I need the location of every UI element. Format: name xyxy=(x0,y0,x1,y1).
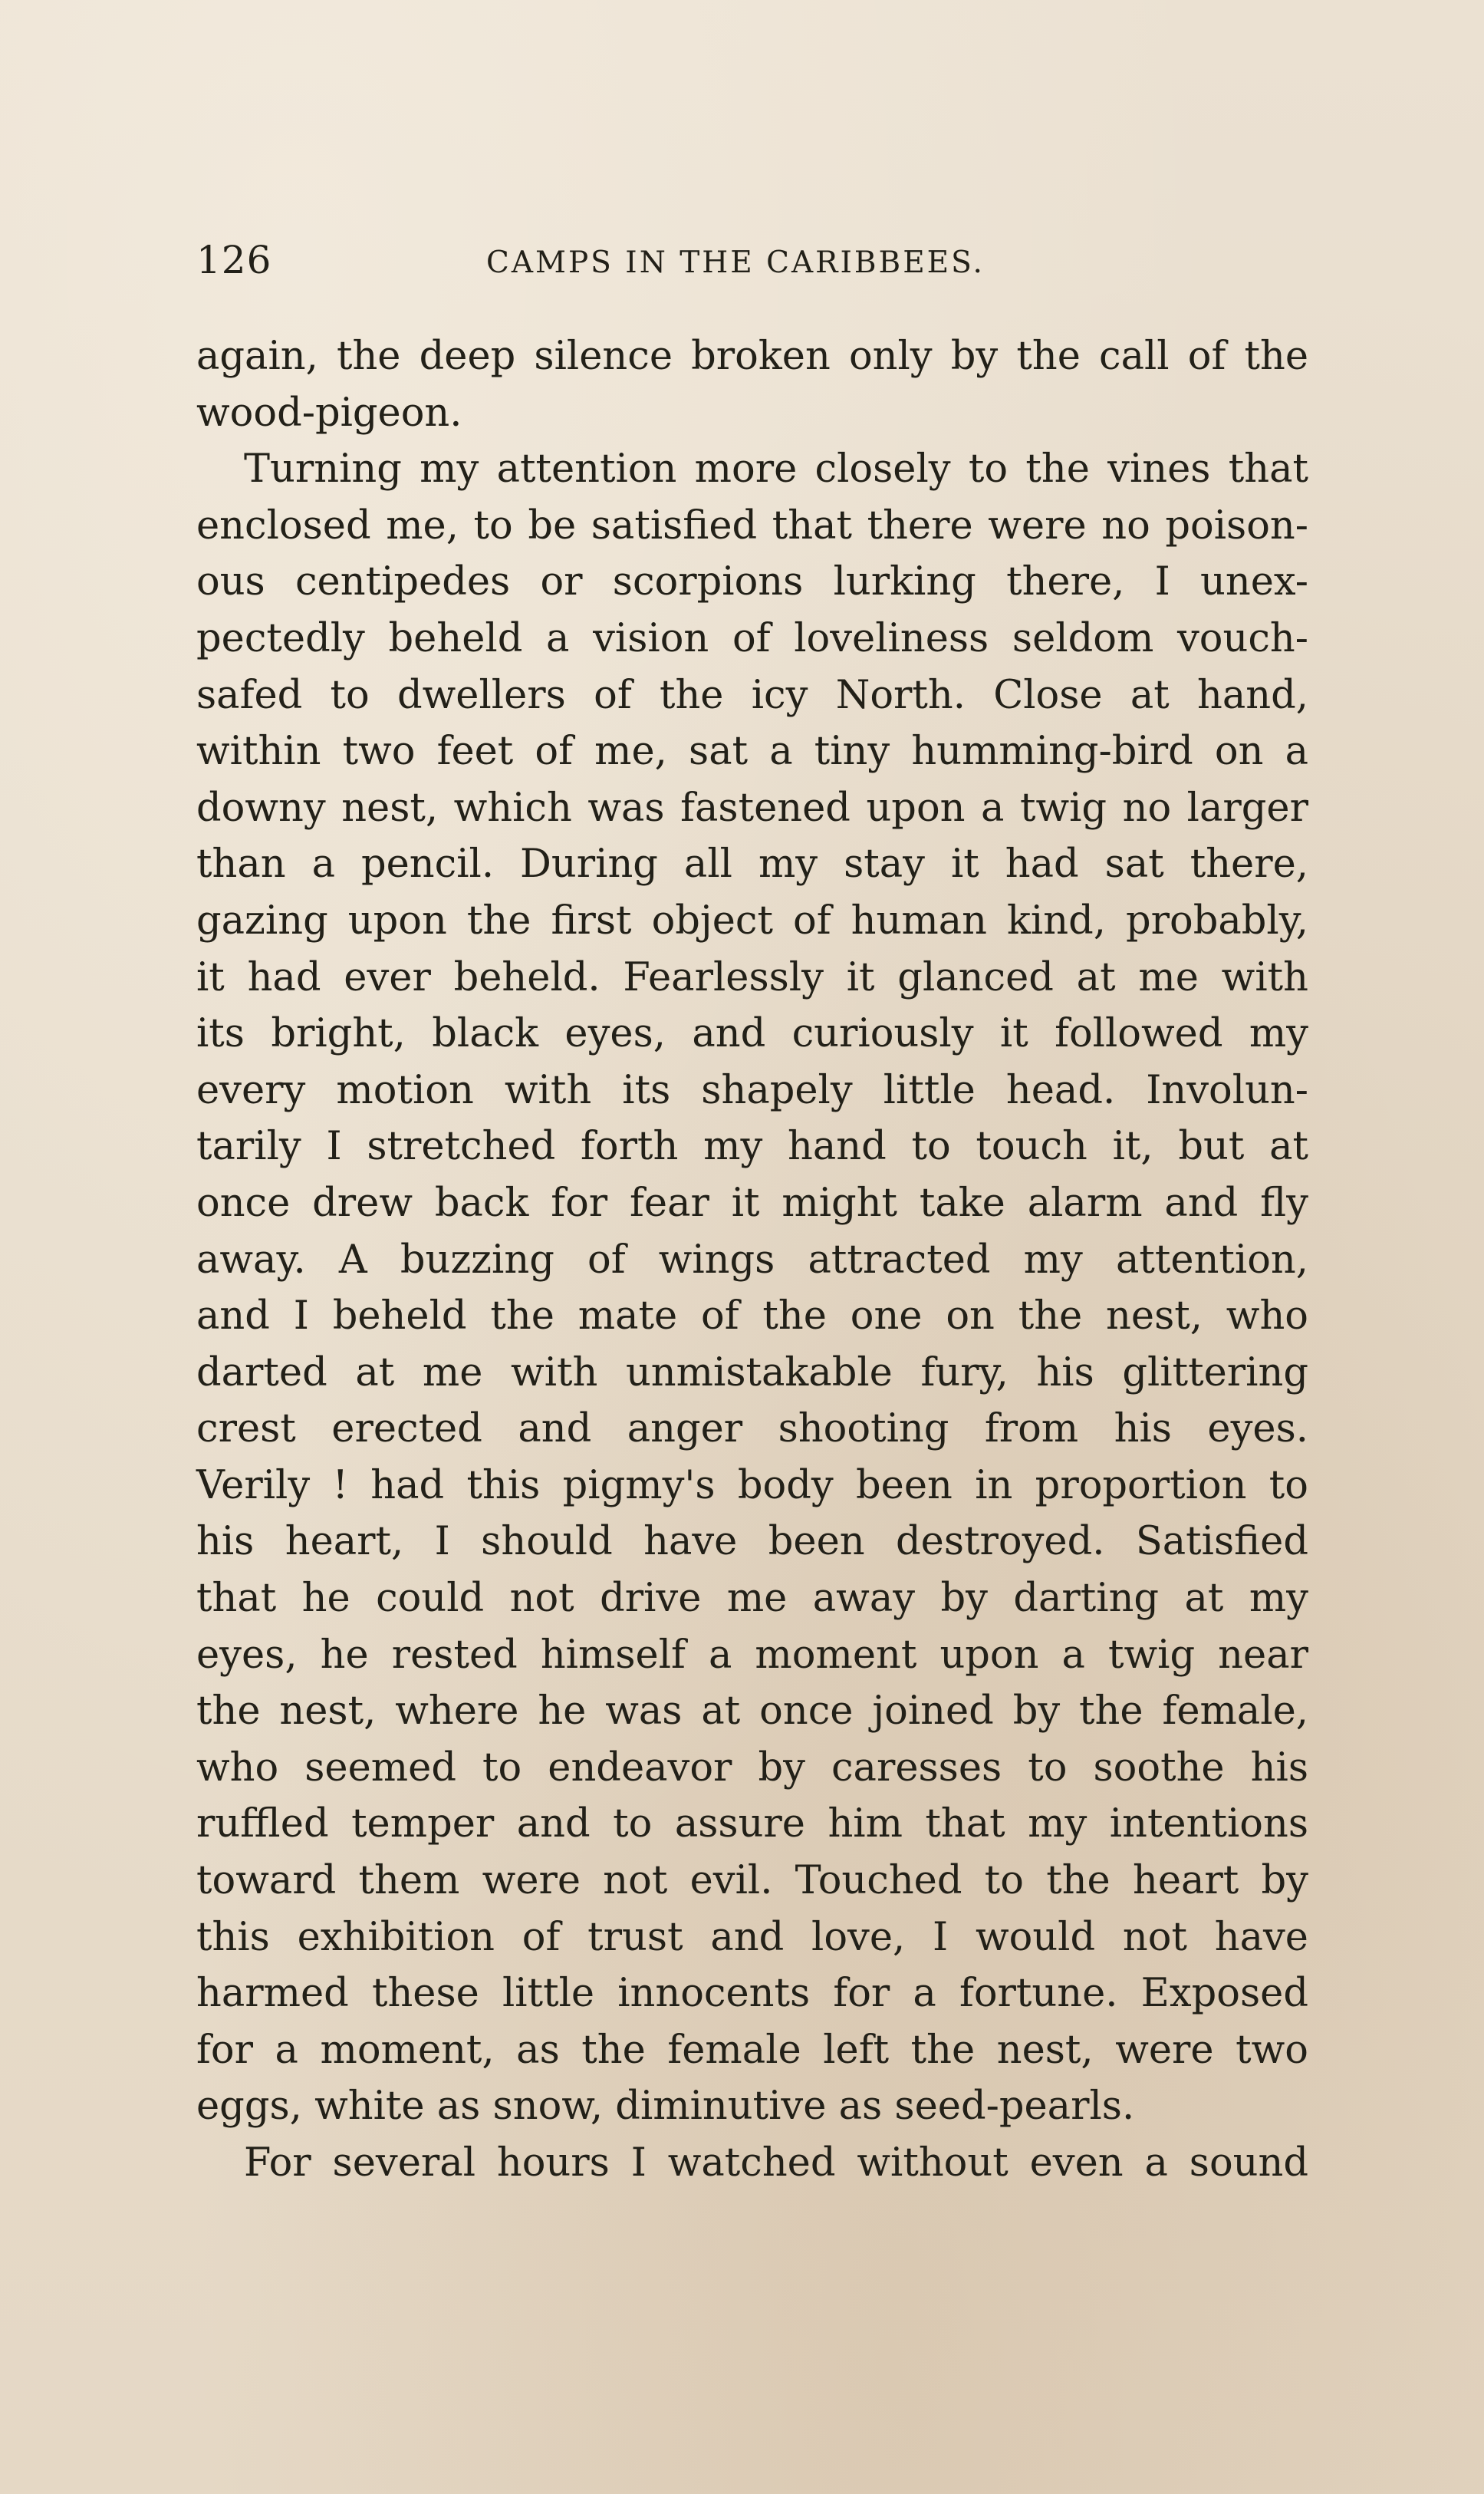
text-line: darted at me with unmistakable fury, his glittering xyxy=(196,1349,1308,1395)
text-line: ous centipedes or scorpions lurking there, I unex- xyxy=(196,559,1308,605)
text-line: than a pencil. During all my stay it had sat there, xyxy=(196,842,1308,888)
text-line: Verily ! had this pigmy's body been in proportion to xyxy=(196,1462,1308,1508)
text-line: within two feet of me, sat a tiny humming-bird on a xyxy=(196,729,1308,775)
page-number: 126 xyxy=(196,238,272,282)
text-line: again, the deep silence broken only by the call of the xyxy=(196,334,1308,379)
body-text xyxy=(196,328,1308,2192)
text-line: that he could not drive me away by darting at my xyxy=(196,1576,1308,1622)
text-line: safed to dwellers of the icy North. Close at hand, xyxy=(196,672,1308,718)
text-line: his heart, I should have been destroyed. Satisfied xyxy=(196,1519,1308,1565)
text-line: the nest, where he was at once joined by the female, xyxy=(196,1688,1308,1735)
text-line: away. A buzzing of wings attracted my attention, xyxy=(196,1237,1308,1283)
text-line: once drew back for fear it might take alarm and fly xyxy=(196,1180,1308,1226)
text-line: ruffled temper and to assure him that my intentions xyxy=(196,1801,1308,1847)
text-line: for a moment, as the female left the nest, were two xyxy=(196,2027,1308,2073)
text-line: every motion with its shapely little head. Involun- xyxy=(196,1067,1308,1113)
text-line: Turning my attention more closely to the vines that xyxy=(244,446,1308,493)
text-line: eyes, he rested himself a moment upon a twig near xyxy=(196,1632,1308,1678)
running-head xyxy=(196,238,1308,284)
text-line: pectedly beheld a vision of loveliness seldom vouch- xyxy=(196,615,1308,661)
text-line: wood-pigeon. xyxy=(196,390,462,436)
text-line: gazing upon the first object of human kind, probably, xyxy=(196,898,1308,944)
text-line: it had ever beheld. Fearlessly it glanced at me with xyxy=(196,954,1308,1000)
text-line: downy nest, which was fastened upon a twig no larger xyxy=(196,785,1308,831)
text-line: crest erected and anger shooting from his eyes. xyxy=(196,1406,1308,1452)
text-line: eggs, white as snow, diminutive as seed-pearls. xyxy=(196,2084,1135,2130)
text-line: its bright, black eyes, and curiously it followed my xyxy=(196,1011,1308,1057)
text-line: For several hours I watched without even a sound xyxy=(244,2140,1308,2186)
text-line: harmed these little innocents for a fortune. Exposed xyxy=(196,1971,1308,2017)
text-line: tarily I stretched forth my hand to touch it, but at xyxy=(196,1124,1308,1170)
running-title: CAMPS IN THE CARIBBEES. xyxy=(486,245,985,280)
text-line: who seemed to endeavor by caresses to soothe his xyxy=(196,1744,1308,1791)
text-line: this exhibition of trust and love, I would not have xyxy=(196,1914,1308,1960)
text-line: enclosed me, to be satisfied that there were no poison- xyxy=(196,502,1308,549)
text-line: and I beheld the mate of the one on the nest, who xyxy=(196,1293,1308,1339)
text-line: toward them were not evil. Touched to the heart by xyxy=(196,1858,1308,1904)
